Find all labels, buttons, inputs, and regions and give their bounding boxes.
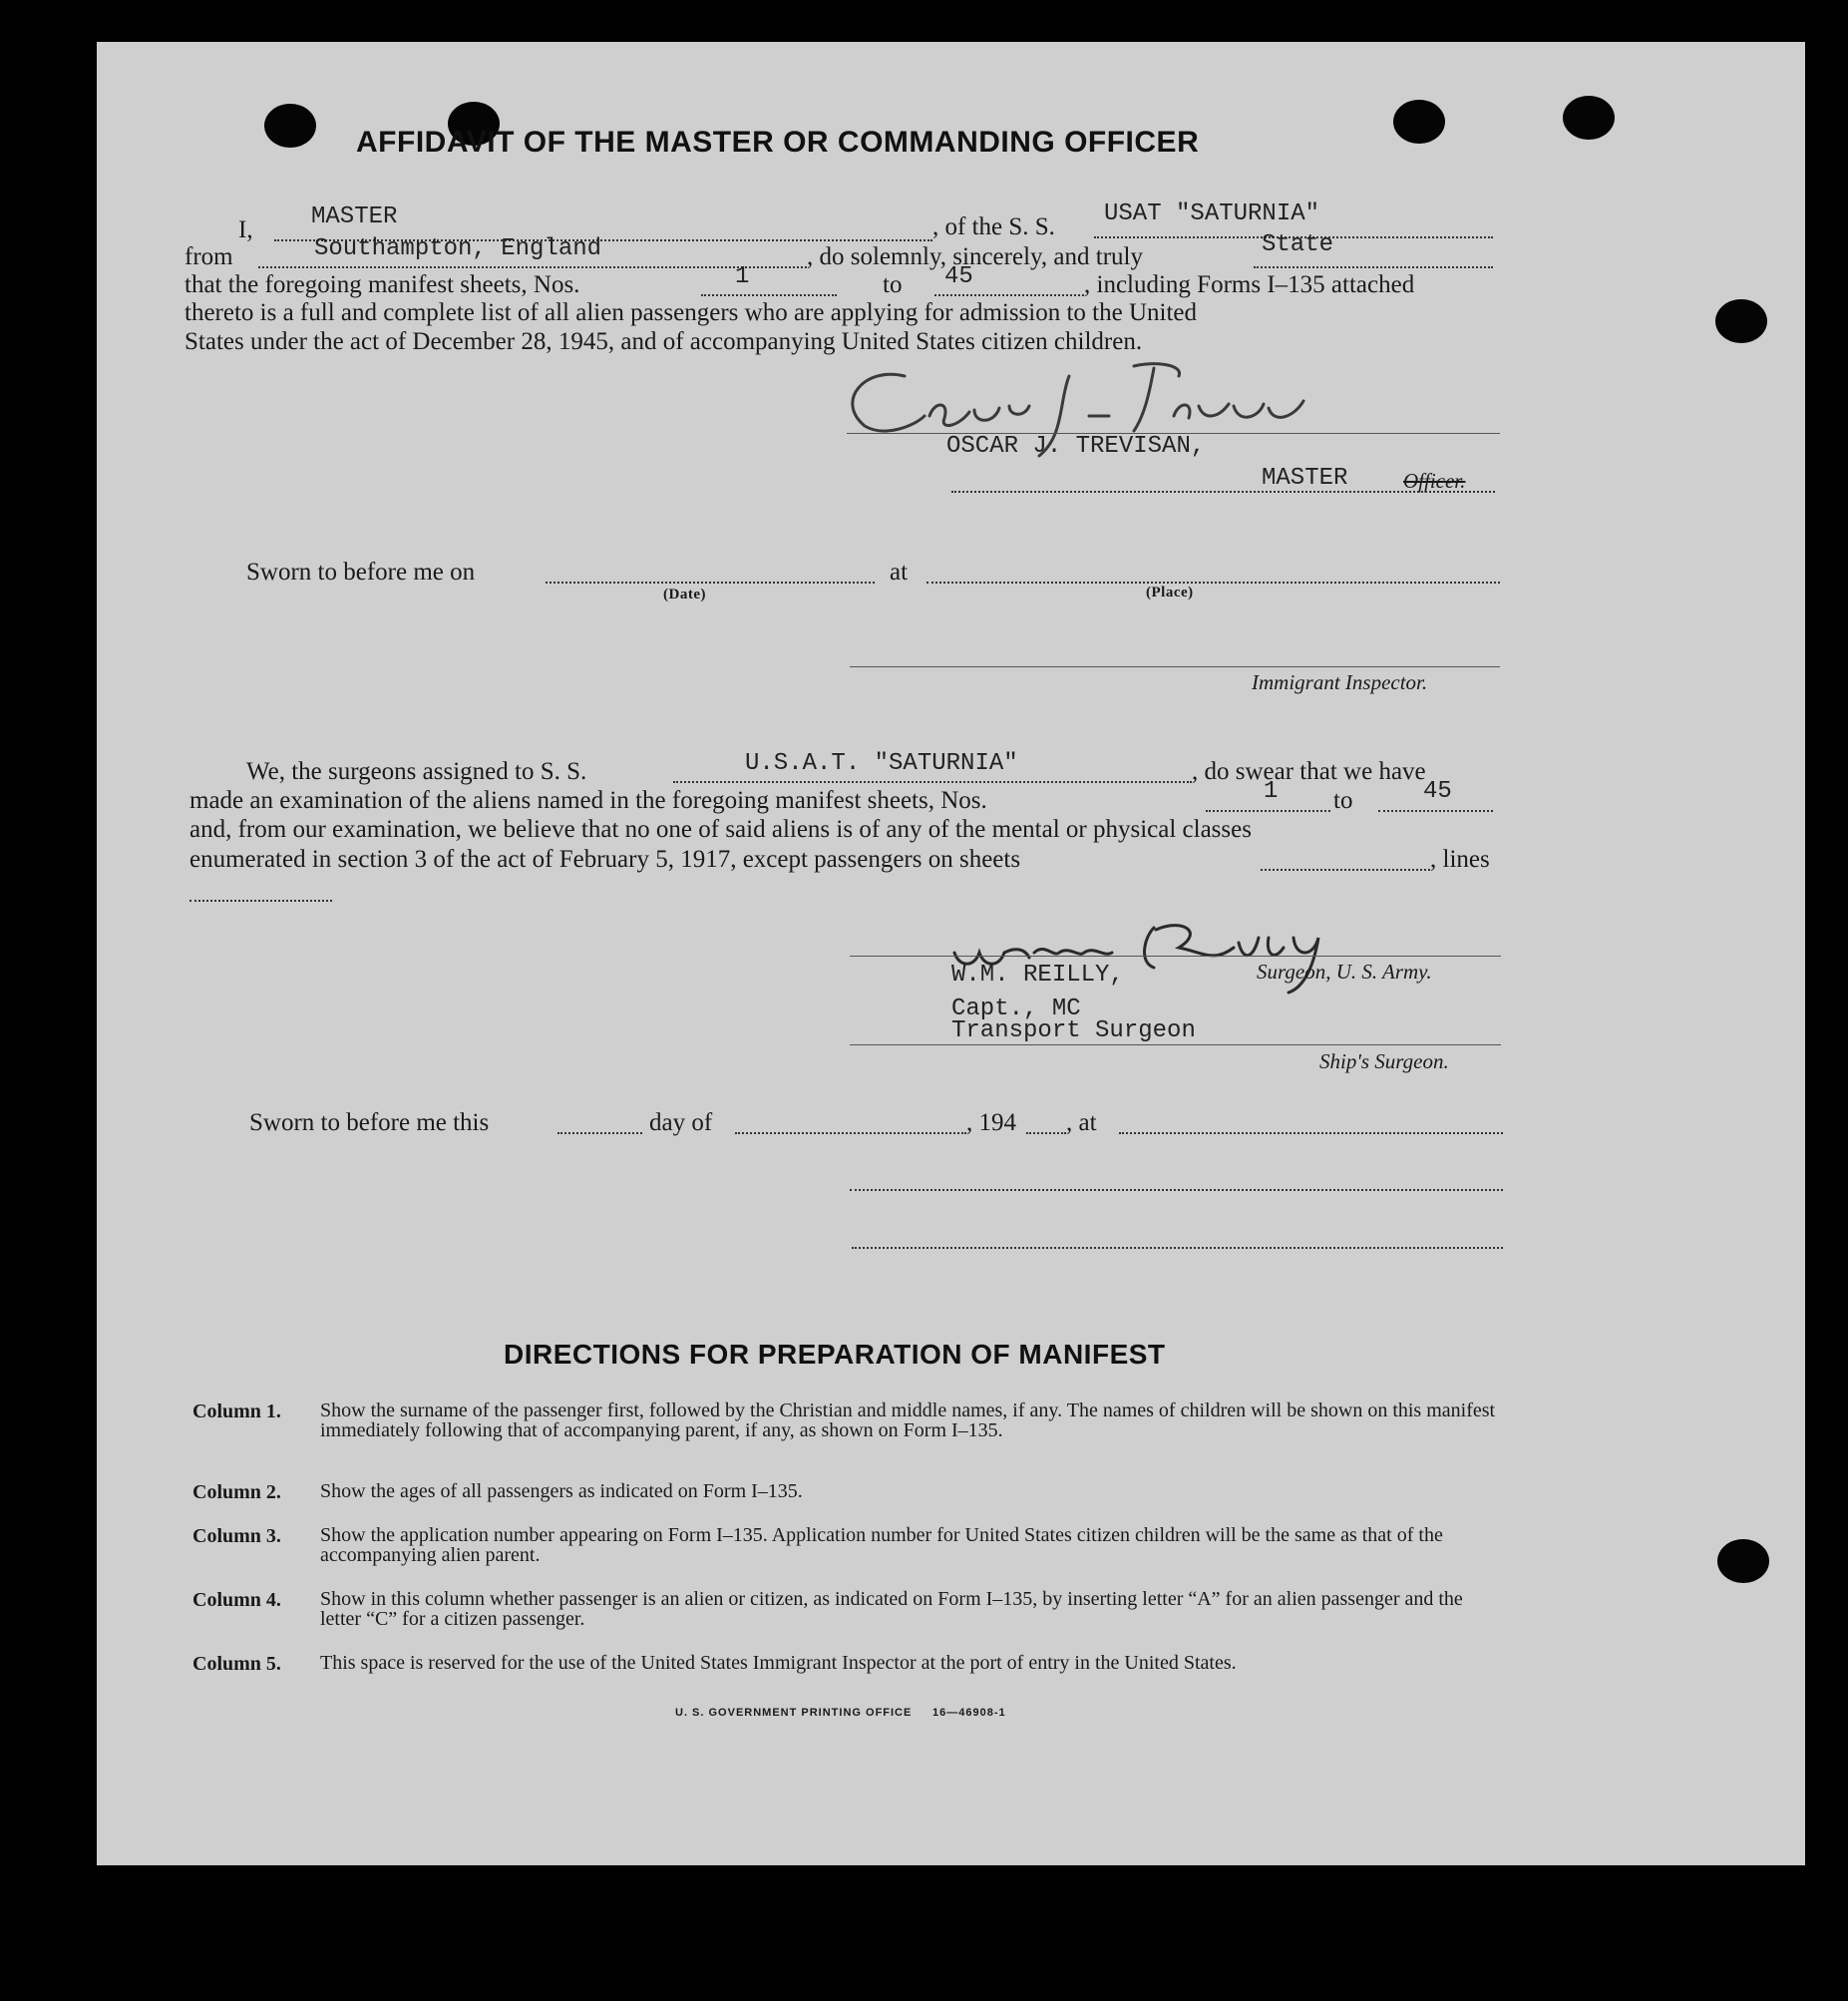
sworn-place-line (926, 582, 1500, 584)
surgeons-to-label: to (1333, 787, 1353, 814)
from-field-line (258, 266, 807, 268)
surgeons-sheets-line (1261, 869, 1430, 871)
directions-title: DIRECTIONS FOR PREPARATION OF MANIFEST (504, 1339, 1166, 1370)
master-signature (835, 346, 1313, 486)
surgeons-lines-line (189, 900, 332, 902)
inspector-signature-line (850, 666, 1500, 667)
army-caption: Surgeon, U. S. Army. (1257, 960, 1432, 984)
direction-col-2: Column 2. (192, 1481, 281, 1503)
rank-value: MASTER (311, 203, 398, 230)
direction-text-1: Show the surname of the passenger first, followed by the Christian and middle names, if any. The names of children will be shown on this manifest immediately following that of accompanying parent, if any, as shown on Form I–135. (320, 1400, 1496, 1441)
state-field-line (1254, 266, 1493, 268)
surgeons-line1-a: We, the surgeons assigned to S. S. (246, 758, 587, 785)
punch-hole (1563, 96, 1615, 140)
sworn-at2-label: , at (1066, 1109, 1097, 1136)
surgeon-rank: Capt., MC (951, 996, 1081, 1022)
surgeons-line2-a: made an examination of the aliens named in the foregoing manifest sheets, Nos. (189, 787, 987, 814)
form-number: 16—46908-1 (932, 1707, 1006, 1719)
surgeons-line3: and, from our examination, we believe that no one of said aliens is of any of the mental or physical classes (189, 816, 1252, 843)
sworn-label: Sworn to before me on (246, 559, 476, 586)
direction-text-5: This space is reserved for the use of the United States Immigrant Inspector at the port of entry in the United States. (320, 1652, 1237, 1674)
direction-col-5: Column 5. (192, 1653, 281, 1675)
direction-text-2: Show the ages of all passengers as indicated on Form I–135. (320, 1480, 803, 1502)
place-caption: (Place) (1146, 585, 1194, 600)
surgeon-role: Transport Surgeon (951, 1017, 1196, 1044)
surgeon-name: W.M. REILLY, (951, 962, 1124, 989)
surgeons-line1-b: , do swear that we have (1192, 758, 1426, 785)
punch-hole (264, 104, 316, 148)
sworn-year-line (1026, 1132, 1066, 1134)
sworn-day-line (557, 1132, 642, 1134)
para-line4: States under the act of December 28, 1945, and of accompanying United States citizen children. (185, 328, 1143, 355)
sheets-text-b: , including Forms I–135 attached (1084, 271, 1415, 298)
line1-prefix: I, (238, 216, 253, 243)
sworn-month-line (735, 1132, 966, 1134)
surgeons-ship-name: U.S.A.T. "SATURNIA" (745, 750, 1018, 777)
from-port-value: Southampton, England (314, 235, 602, 262)
surgeons-line4-b: , lines (1430, 846, 1490, 873)
surgeon-army-line (850, 956, 1501, 957)
sheet-from-line (701, 294, 837, 296)
direction-text-3: Show the application number appearing on Form I–135. Application number for United States citizen children will be the same as that of the accompanying alien parent. (320, 1524, 1443, 1566)
sworn-date-line (546, 582, 875, 584)
solemnly-text: , do solemnly, sincerely, and truly (807, 243, 1143, 270)
date-caption: (Date) (663, 587, 706, 602)
printer-imprint: U. S. GOVERNMENT PRINTING OFFICE (675, 1707, 913, 1719)
state-word: State (1262, 231, 1334, 258)
form-page (97, 42, 1805, 1865)
sworn-this-label: Sworn to before me this (249, 1109, 490, 1136)
direction-col-3: Column 3. (192, 1525, 281, 1547)
sheets-text-a: that the foregoing manifest sheets, Nos. (185, 271, 580, 298)
signer-title: MASTER (1262, 465, 1348, 492)
surgeons-line4-a: enumerated in section 3 of the act of February 5, 1917, except passengers on sheets (189, 846, 1021, 873)
sheet-from-value: 1 (735, 263, 750, 290)
ship-caption: Ship's Surgeon. (1319, 1049, 1449, 1073)
signer-title-line (951, 491, 1495, 493)
of-ship-label: , of the S. S. (932, 213, 1055, 240)
sworn-place2-line (1119, 1132, 1503, 1134)
direction-col-1: Column 1. (192, 1401, 281, 1422)
para-line3: thereto is a full and complete list of all alien passengers who are applying for admission to the United (185, 299, 1198, 326)
punch-hole (1715, 299, 1767, 343)
to-label: to (883, 271, 903, 298)
ship-name-value: USAT "SATURNIA" (1104, 200, 1320, 227)
direction-text-4: Show in this column whether passenger is an alien or citizen, as indicated on Form I–135, by inserting letter “A” for an alien passenger and the letter “C” for a citizen passenger. (320, 1588, 1463, 1630)
surgeons-sheet-to: 45 (1423, 778, 1452, 805)
year-label: , 194 (966, 1109, 1016, 1136)
from-label: from (185, 243, 233, 270)
sworn-official-line-2 (852, 1247, 1503, 1249)
surgeons-sheet-from: 1 (1264, 778, 1279, 805)
punch-hole (1717, 1539, 1769, 1583)
punch-hole (1393, 100, 1445, 144)
affidavit-title: AFFIDAVIT OF THE MASTER OR COMMANDING OFFICER (356, 126, 1200, 159)
ships-surgeon-line (850, 1044, 1501, 1045)
sworn-official-line-1 (850, 1189, 1503, 1191)
direction-col-4: Column 4. (192, 1589, 281, 1611)
surgeons-sheet-to-line (1378, 810, 1493, 812)
inspector-caption: Immigrant Inspector. (1252, 670, 1428, 694)
surgeons-ship-line (673, 781, 1192, 783)
signer-name: OSCAR J. TREVISAN, (946, 433, 1206, 460)
sheet-to-value: 45 (944, 263, 973, 290)
surgeons-sheet-from-line (1206, 810, 1330, 812)
day-of-label: day of (649, 1109, 713, 1136)
sheet-to-line (934, 294, 1084, 296)
officer-struck-text: Officer. (1403, 469, 1466, 493)
sworn-at-label: at (890, 559, 909, 586)
